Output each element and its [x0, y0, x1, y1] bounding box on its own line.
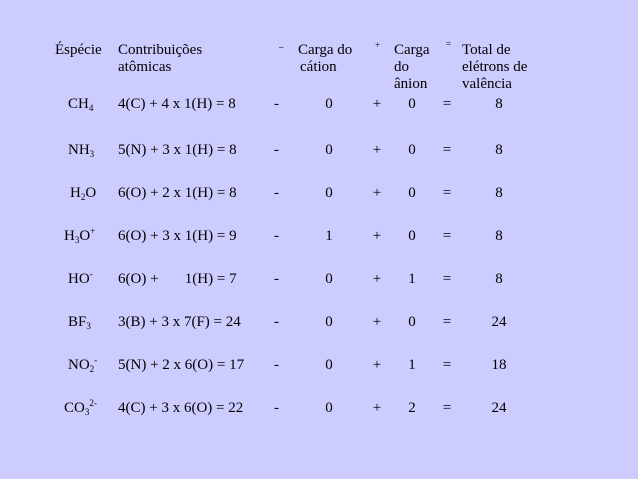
plus-sign: + — [372, 314, 382, 330]
anion-charge: 2 — [408, 400, 416, 416]
valence-total: 18 — [491, 357, 507, 373]
contribution-text: 4(C) + 4 x 1(H) = 8 — [118, 96, 236, 112]
anion-charge: 0 — [408, 185, 416, 201]
valence-total: 8 — [495, 185, 503, 201]
header-anion-line2: do — [394, 59, 409, 75]
species-subscript: 2 — [89, 364, 95, 374]
header-contributions-line1: Contribuições — [118, 42, 203, 58]
species-formula — [68, 142, 94, 158]
species-subscript: 2 — [80, 192, 86, 202]
contribution-text: 3(B) + 3 x 7(F) = 24 — [118, 314, 241, 330]
species-formula — [64, 400, 97, 416]
valence-total: 24 — [491, 400, 507, 416]
minus-sign: - — [274, 271, 279, 287]
anion-charge: 0 — [408, 314, 416, 330]
species-base: NH — [68, 142, 90, 158]
minus-sign: - — [274, 185, 279, 201]
anion-charge: 0 — [408, 228, 416, 244]
equals-sign: = — [442, 357, 452, 373]
species-subscript: 3 — [89, 149, 95, 159]
species-subscript: 3 — [84, 407, 90, 417]
equals-sign: = — [442, 271, 452, 287]
header-total — [462, 42, 527, 93]
species-tail: O — [85, 185, 97, 201]
minus-sign: - — [274, 142, 279, 158]
minus-sign: - — [274, 96, 279, 112]
species-base: CO — [64, 400, 85, 416]
cation-charge: 0 — [325, 96, 333, 112]
plus-sign: + — [372, 228, 382, 244]
header-plus-mark: + — [375, 40, 381, 50]
valence-total: 8 — [495, 228, 503, 244]
header-total-line3: valência — [462, 76, 512, 92]
cation-charge: 1 — [325, 228, 333, 244]
cation-charge: 0 — [325, 271, 333, 287]
plus-sign: + — [372, 400, 382, 416]
contribution-text: 6(O) + 1(H) = 7 — [118, 271, 237, 287]
equals-sign: = — [442, 142, 452, 158]
minus-sign: - — [274, 357, 279, 373]
contribution-text: 6(O) + 3 x 1(H) = 9 — [118, 228, 237, 244]
anion-charge: 1 — [408, 357, 416, 373]
species-base: CH — [68, 96, 89, 112]
valence-total: 8 — [495, 271, 503, 287]
equals-sign: = — [442, 228, 452, 244]
species-formula — [70, 185, 96, 201]
anion-charge: 0 — [408, 142, 416, 158]
header-anion — [394, 42, 430, 93]
header-cation-line1: Carga do — [298, 42, 353, 58]
species-base: NO — [68, 357, 90, 373]
equals-sign: = — [442, 185, 452, 201]
equals-sign: = — [442, 400, 452, 416]
header-total-line1: Total de — [462, 42, 511, 58]
header-anion-line1: Carga — [394, 42, 430, 58]
plus-sign: + — [372, 185, 382, 201]
contribution-text: 6(O) + 2 x 1(H) = 8 — [118, 185, 237, 201]
cation-charge: 0 — [325, 142, 333, 158]
equals-sign: = — [442, 314, 452, 330]
contribution-text: 4(C) + 3 x 6(O) = 22 — [118, 400, 244, 416]
species-subscript: 3 — [86, 321, 91, 331]
cation-charge: 0 — [325, 400, 333, 416]
cation-charge: 0 — [325, 357, 333, 373]
minus-sign: - — [274, 314, 279, 330]
species-formula — [68, 357, 97, 373]
species-formula — [64, 228, 95, 244]
plus-sign: + — [372, 357, 382, 373]
cation-charge: 0 — [325, 185, 333, 201]
species-superscript: - — [94, 355, 98, 365]
header-cation-line2: cátion — [300, 59, 337, 75]
plus-sign: + — [372, 142, 382, 158]
contribution-text: 5(N) + 2 x 6(O) = 17 — [118, 357, 245, 373]
species-subscript: 4 — [88, 103, 94, 113]
species-tail: O — [79, 228, 91, 244]
species-formula — [68, 271, 93, 287]
species-subscript: 3 — [74, 235, 80, 245]
anion-charge: 0 — [408, 96, 416, 112]
minus-sign: - — [274, 400, 279, 416]
header-minus-mark: – — [279, 42, 284, 52]
plus-sign: + — [372, 96, 382, 112]
species-base: H — [70, 185, 81, 201]
valence-total: 8 — [495, 142, 503, 158]
species-base: BF — [68, 314, 87, 330]
species-superscript: 2- — [89, 398, 97, 408]
species-tail-superscript: + — [90, 226, 96, 236]
species-formula — [68, 96, 93, 112]
header-contributions-line2: atômicas — [118, 59, 172, 75]
header-species: Éspécie — [55, 42, 102, 58]
valence-total: 24 — [491, 314, 507, 330]
contribution-text: 5(N) + 3 x 1(H) = 8 — [118, 142, 237, 158]
species-superscript: - — [89, 269, 93, 279]
species-formula — [68, 314, 91, 330]
header-cation — [298, 42, 352, 76]
cation-charge: 0 — [325, 314, 333, 330]
header-contributions — [118, 42, 202, 76]
header-total-line2: elétrons de — [462, 59, 528, 75]
anion-charge: 1 — [408, 271, 416, 287]
equals-sign: = — [442, 96, 452, 112]
plus-sign: + — [372, 271, 382, 287]
header-anion-line3: ânion — [394, 76, 428, 92]
minus-sign: - — [274, 228, 279, 244]
valence-total: 8 — [495, 96, 503, 112]
species-base: HO — [68, 271, 90, 287]
header-equals-mark: = — [446, 39, 452, 49]
species-base: H — [64, 228, 75, 244]
